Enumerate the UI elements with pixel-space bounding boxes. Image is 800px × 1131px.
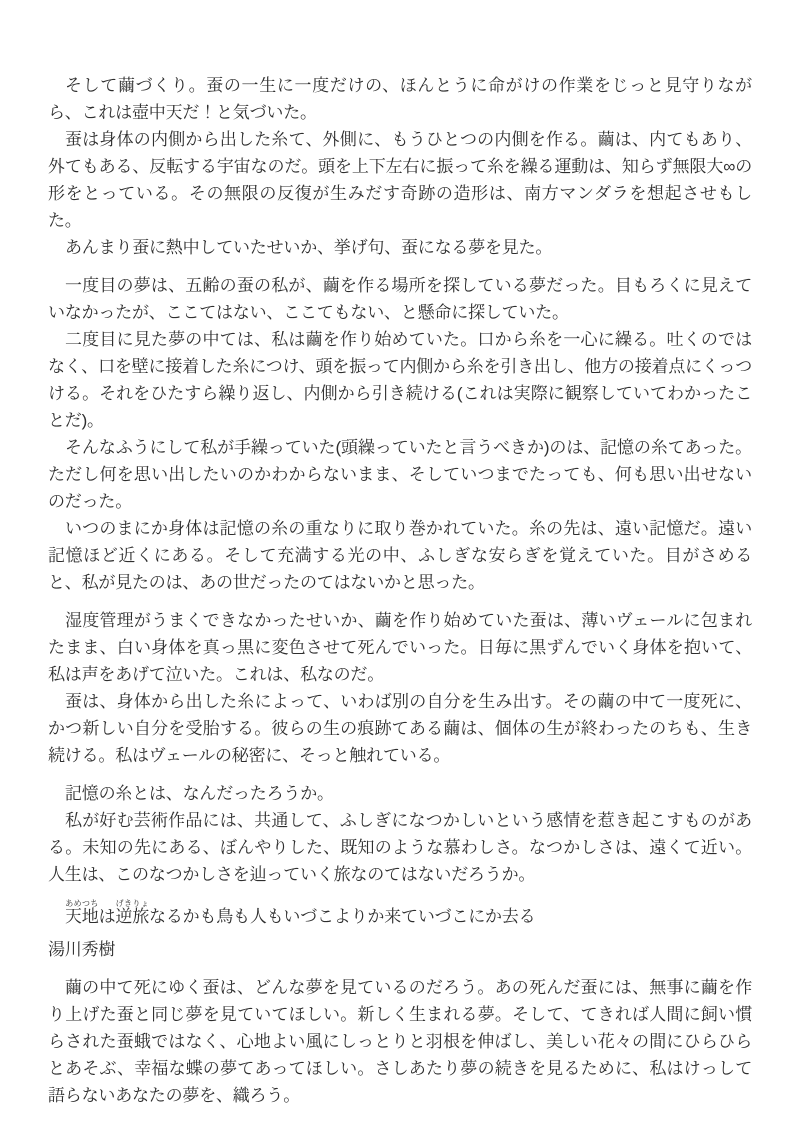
- text-section-2: [48, 272, 752, 596]
- paragraph: いつのまにか身体は記憶の糸の重なりに取り巻かれていた。糸の先は、遠い記憶だ。遠い記憶ほど近くにある。そして充満する光の中、ふしぎな安らぎを覚えていた。目がさめると、私が見たのは、あの世だったのてはないかと思った。: [48, 519, 752, 592]
- poem-text: なるかも鳥も人もいづこよりか来ていづこにか去る: [149, 907, 536, 926]
- paragraph: そして繭づくり。蚕の一生に一度だけの、ほんとうに命がけの作業をじっと見守りながら、これは壺中天だ！と気づいた。: [48, 76, 752, 122]
- paragraph: 記憶の糸とは、なんだったろうか。: [65, 784, 334, 803]
- text-section-5: [48, 974, 752, 1109]
- text-section-3: [48, 607, 752, 769]
- poem-line: [48, 899, 752, 930]
- paragraph: 一度目の夢は、五齢の蚕の私が、繭を作る場所を探している夢だった。目もろくに見えていなかったが、ここてはない、ここてもない、と懸命に探していた。: [48, 276, 752, 322]
- paragraph: そんなふうにして私が手繰っていた(頭繰っていたと言うべきか)のは、記憶の糸てあった。ただし何を思い出したいのかわからないまま、そしていつまでたっても、何も思い出せないのだった。: [48, 438, 752, 511]
- poem-text: は: [98, 907, 116, 926]
- paragraph: あんまり蚕に熱中していたせいか、挙げ句、蚕になる夢を見た。: [65, 238, 553, 257]
- paragraph: 湿度管理がうまくできなかったせいか、繭を作り始めていた蚕は、薄いヴェールに包まれたまま、白い身体を真っ黒に変色させて死んでいった。日毎に黒ずんでいく身体を抱いて、私は声をあげて泣いた。これは、私なのだ。: [48, 611, 752, 684]
- paragraph: 私が好む芸術作品には、共通して、ふしぎになつかしいという感情を惹き起こすものがある。未知の先にある、ぼんやりした、既知のような慕わしさ。なつかしさは、遠くて近い。人生は、このなつかしさを辿っていく旅なのてはないだろうか。: [48, 811, 752, 884]
- poem-section: [48, 899, 752, 963]
- text-section-4: [48, 780, 752, 888]
- text-section-1: [48, 72, 752, 261]
- paragraph: 繭の中て死にゆく蚕は、どんな夢を見ているのだろう。あの死んだ蚕には、無事に繭を作り上げた蚕と同じ夢を見ていてほしい。新しく生まれる夢。そして、てきれば人間に飼い慣らされた蚕蛾ではなく、心地よい風にしっとりと羽根を伸ばし、美しい花々の間にひらひらとあそぶ、幸福な蝶の夢てあってほしい。さしあたり夢の続きを見るために、私はけっして語らないあなたの夢を、織ろう。: [48, 978, 752, 1105]
- paragraph: 蚕は身体の内側から出した糸て、外側に、もうひとつの内側を作る。繭は、内てもあり、外てもある、反転する宇宙なのだ。頭を上下左右に振って糸を繰る運動は、知らず無限大∞の形をとっている。その無限の反復が生みだす奇跡の造形は、南方マンダラを想起させもした。: [48, 130, 752, 230]
- poem-attribution: 湯川秀樹: [48, 940, 116, 959]
- poem-ruby-word: 天地あめつち: [65, 899, 99, 926]
- paragraph: 二度目に見た夢の中ては、私は繭を作り始めていた。口から糸を一心に繰る。吐くのではなく、口を壁に接着した糸につけ、頭を振って内側から糸を引き出し、他方の接着点にくっつける。それをひたすら繰り返し、内側から引き続ける(これは実際に観察していてわかったことだ)。: [48, 330, 752, 430]
- poem-ruby-word: 逆旅げきりょ: [115, 899, 150, 926]
- paragraph: 蚕は、身体から出した糸によって、いわば別の自分を生み出す。その繭の中て一度死に、かつ新しい自分を受胎する。彼らの生の痕跡てある繭は、個体の生が終わったのちも、生き続ける。私はヴェールの秘密に、そっと触れている。: [48, 692, 752, 765]
